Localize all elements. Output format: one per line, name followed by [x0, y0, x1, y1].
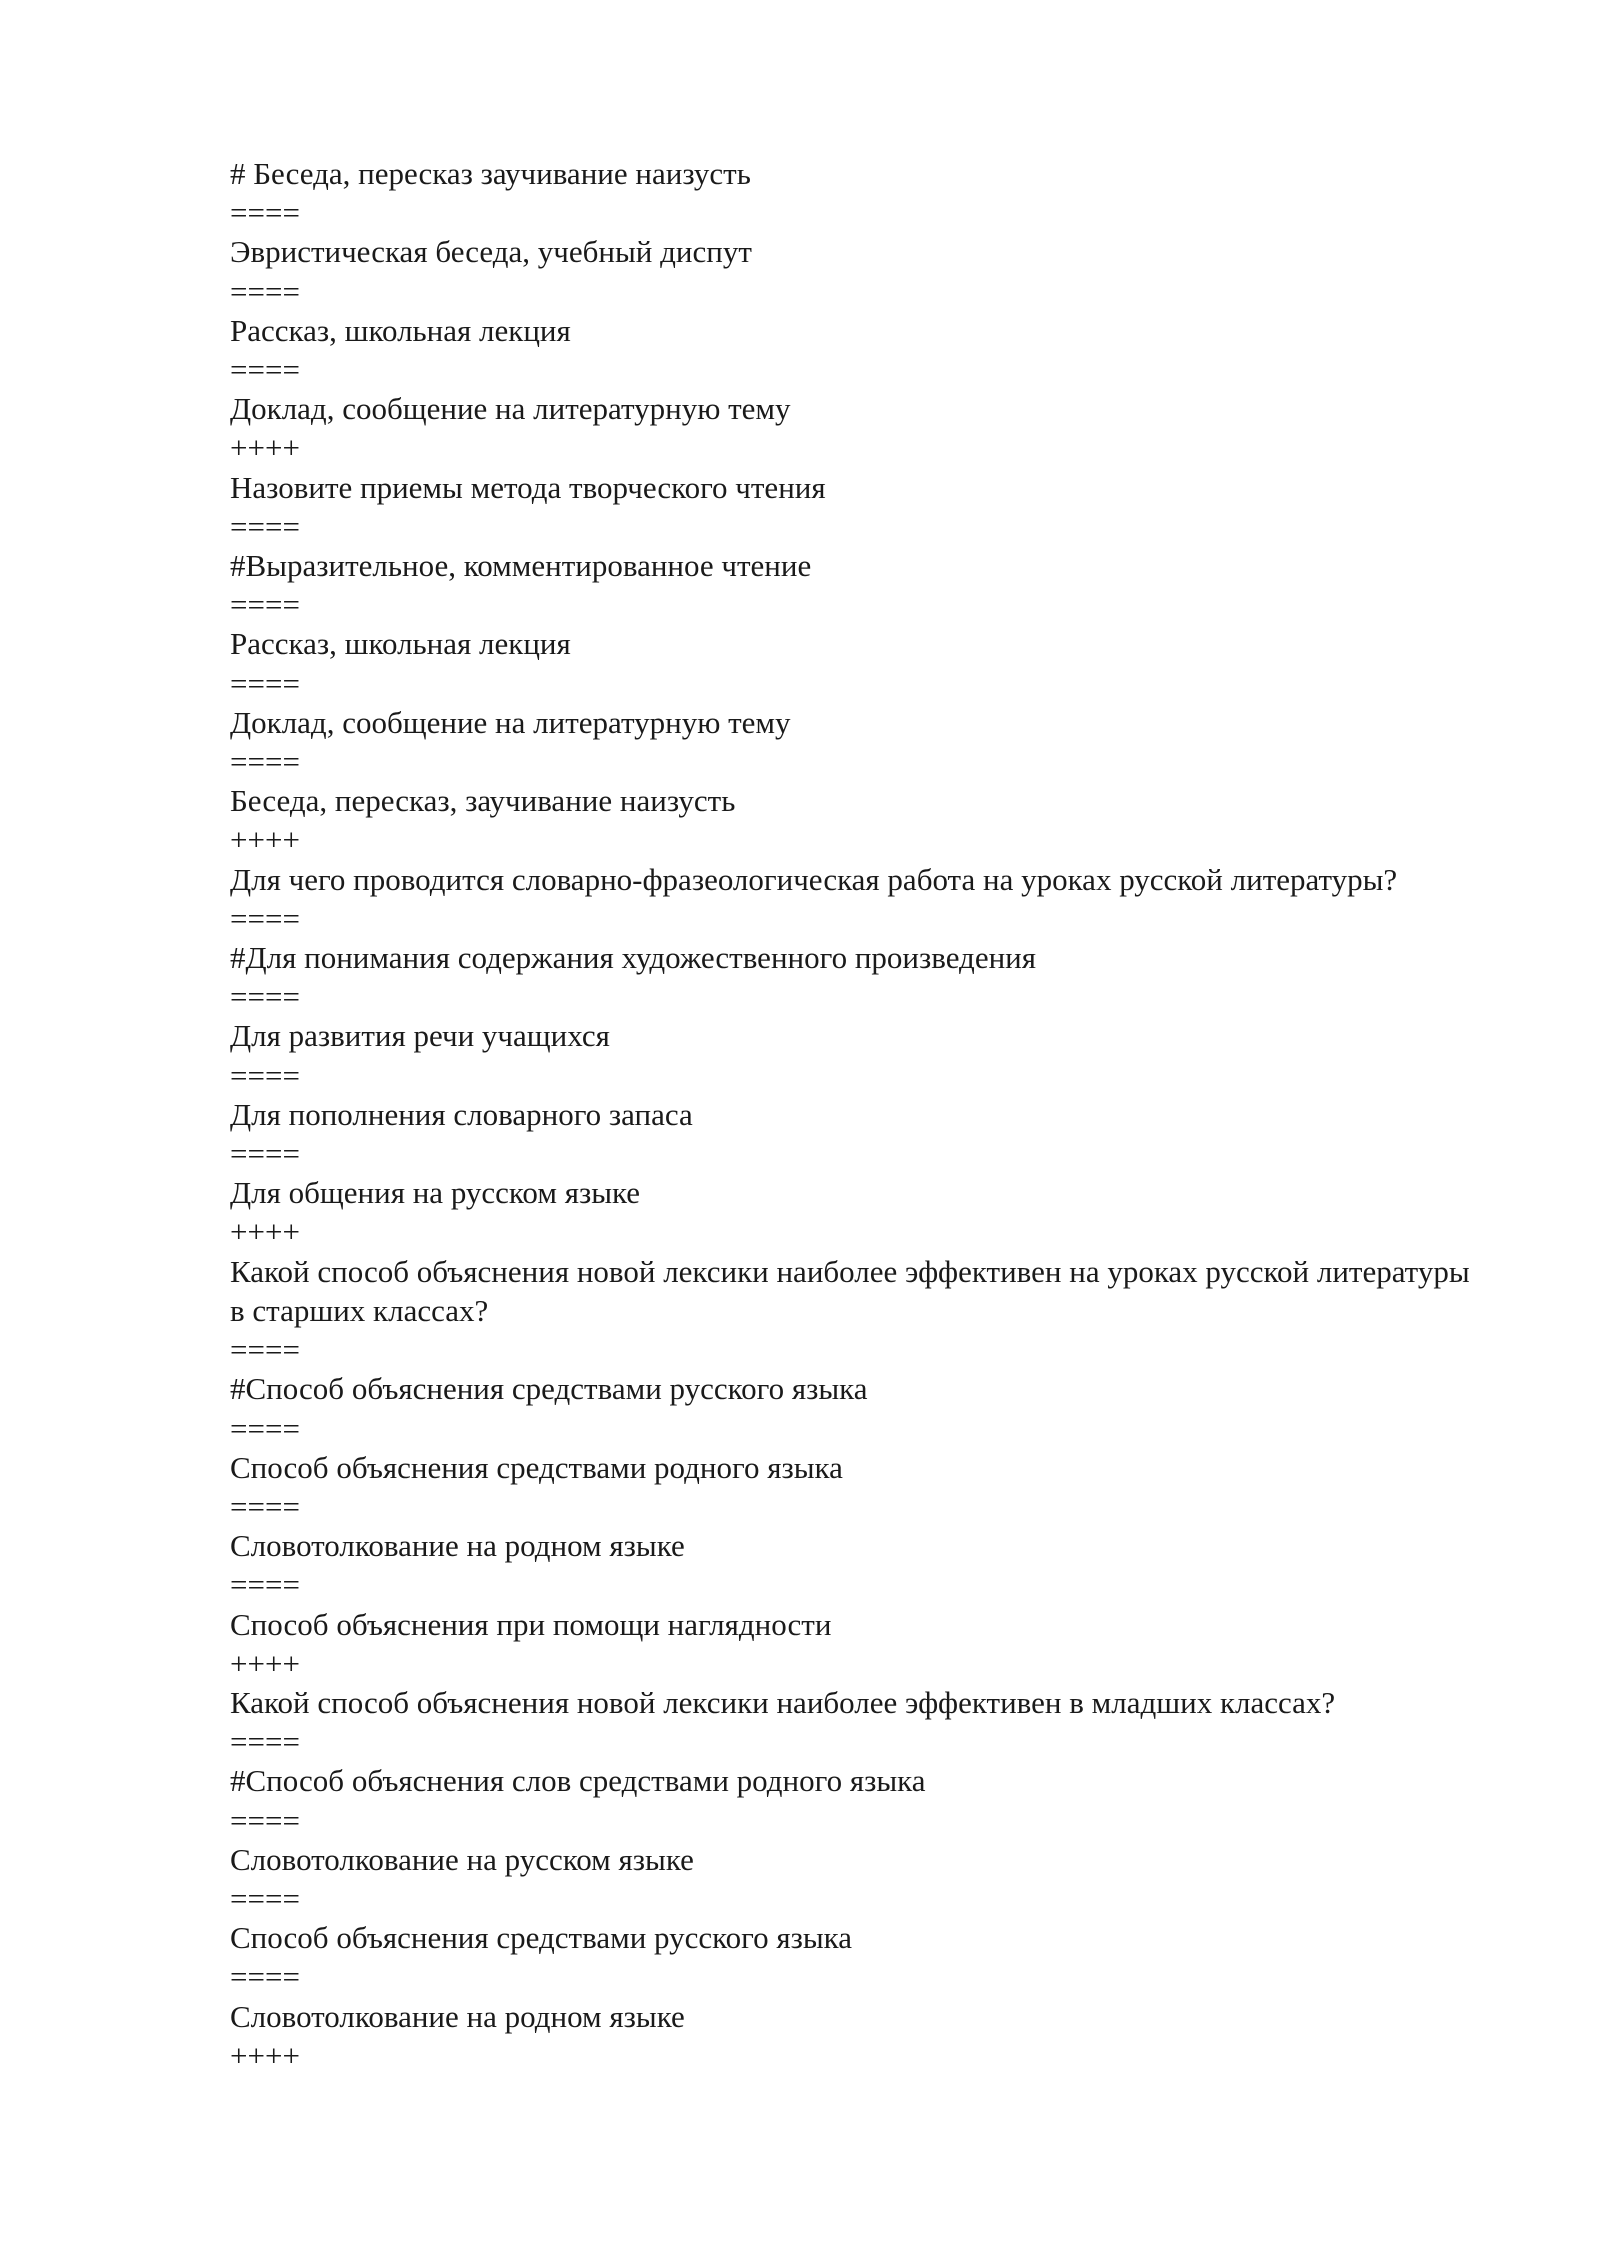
question-separator: ++++	[230, 1645, 300, 1681]
separator-line: ====	[230, 352, 300, 388]
question-separator: ++++	[230, 430, 300, 466]
separator-line: ====	[230, 195, 300, 231]
separator-line: ====	[230, 1057, 300, 1093]
answer-line: #Способ объяснения средствами русского языка	[230, 1371, 868, 1407]
answer-line: Беседа, пересказ, заучивание наизусть	[230, 783, 736, 819]
separator-line: ====	[230, 508, 300, 544]
question-line: Какой способ объяснения новой лексики наиболее эффективен на уроках русской литературы в старших классах?	[230, 1253, 1470, 1328]
answer-line: Для развития речи учащихся	[230, 1018, 610, 1054]
answer-line: #Для понимания содержания художественного произведения	[230, 940, 1037, 976]
separator-line: ====	[230, 1332, 300, 1368]
answer-line: Способ объяснения средствами родного языка	[230, 1449, 843, 1485]
separator-line: ====	[230, 1724, 300, 1760]
question-separator: ++++	[230, 2037, 300, 2073]
separator-line: ====	[230, 1410, 300, 1446]
separator-line: ====	[230, 979, 300, 1015]
separator-line: ====	[230, 744, 300, 780]
question-separator: ++++	[230, 1214, 300, 1250]
answer-line: Способ объяснения средствами русского языка	[230, 1920, 853, 1956]
separator-line: ====	[230, 1959, 300, 1995]
answer-line: Словотолкование на родном языке	[230, 1528, 685, 1564]
separator-line: ====	[230, 587, 300, 623]
answer-line: Для пополнения словарного запаса	[230, 1096, 693, 1132]
document-text	[230, 154, 1490, 2075]
separator-line: ====	[230, 1880, 300, 1916]
answer-line: Эвристическая беседа, учебный диспут	[230, 234, 752, 270]
answer-line: Словотолкование на русском языке	[230, 1841, 694, 1877]
answer-line: # Беседа, пересказ заучивание наизусть	[230, 156, 751, 191]
question-line: Назовите приемы метода творческого чтения	[230, 469, 826, 505]
separator-line: ====	[230, 1567, 300, 1603]
separator-line: ====	[230, 1802, 300, 1838]
question-line: Какой способ объяснения новой лексики наиболее эффективен в младших классах?	[230, 1684, 1336, 1720]
separator-line: ====	[230, 1488, 300, 1524]
answer-line: Рассказ, школьная лекция	[230, 312, 571, 348]
question-separator: ++++	[230, 822, 300, 858]
answer-line: Способ объяснения при помощи наглядности	[230, 1606, 832, 1642]
answer-line: #Выразительное, комментированное чтение	[230, 548, 812, 584]
question-line: Для чего проводится словарно-фразеологическая работа на уроках русской литературы?	[230, 861, 1398, 897]
separator-line: ====	[230, 1136, 300, 1172]
separator-line: ====	[230, 273, 300, 309]
answer-line: #Способ объяснения слов средствами родного языка	[230, 1763, 926, 1799]
separator-line: ====	[230, 900, 300, 936]
separator-line: ====	[230, 665, 300, 701]
answer-line: Рассказ, школьная лекция	[230, 626, 571, 662]
answer-line: Словотолкование на родном языке	[230, 1998, 685, 2034]
answer-line: Для общения на русском языке	[230, 1175, 641, 1211]
answer-line: Доклад, сообщение на литературную тему	[230, 704, 791, 740]
answer-line: Доклад, сообщение на литературную тему	[230, 391, 791, 427]
